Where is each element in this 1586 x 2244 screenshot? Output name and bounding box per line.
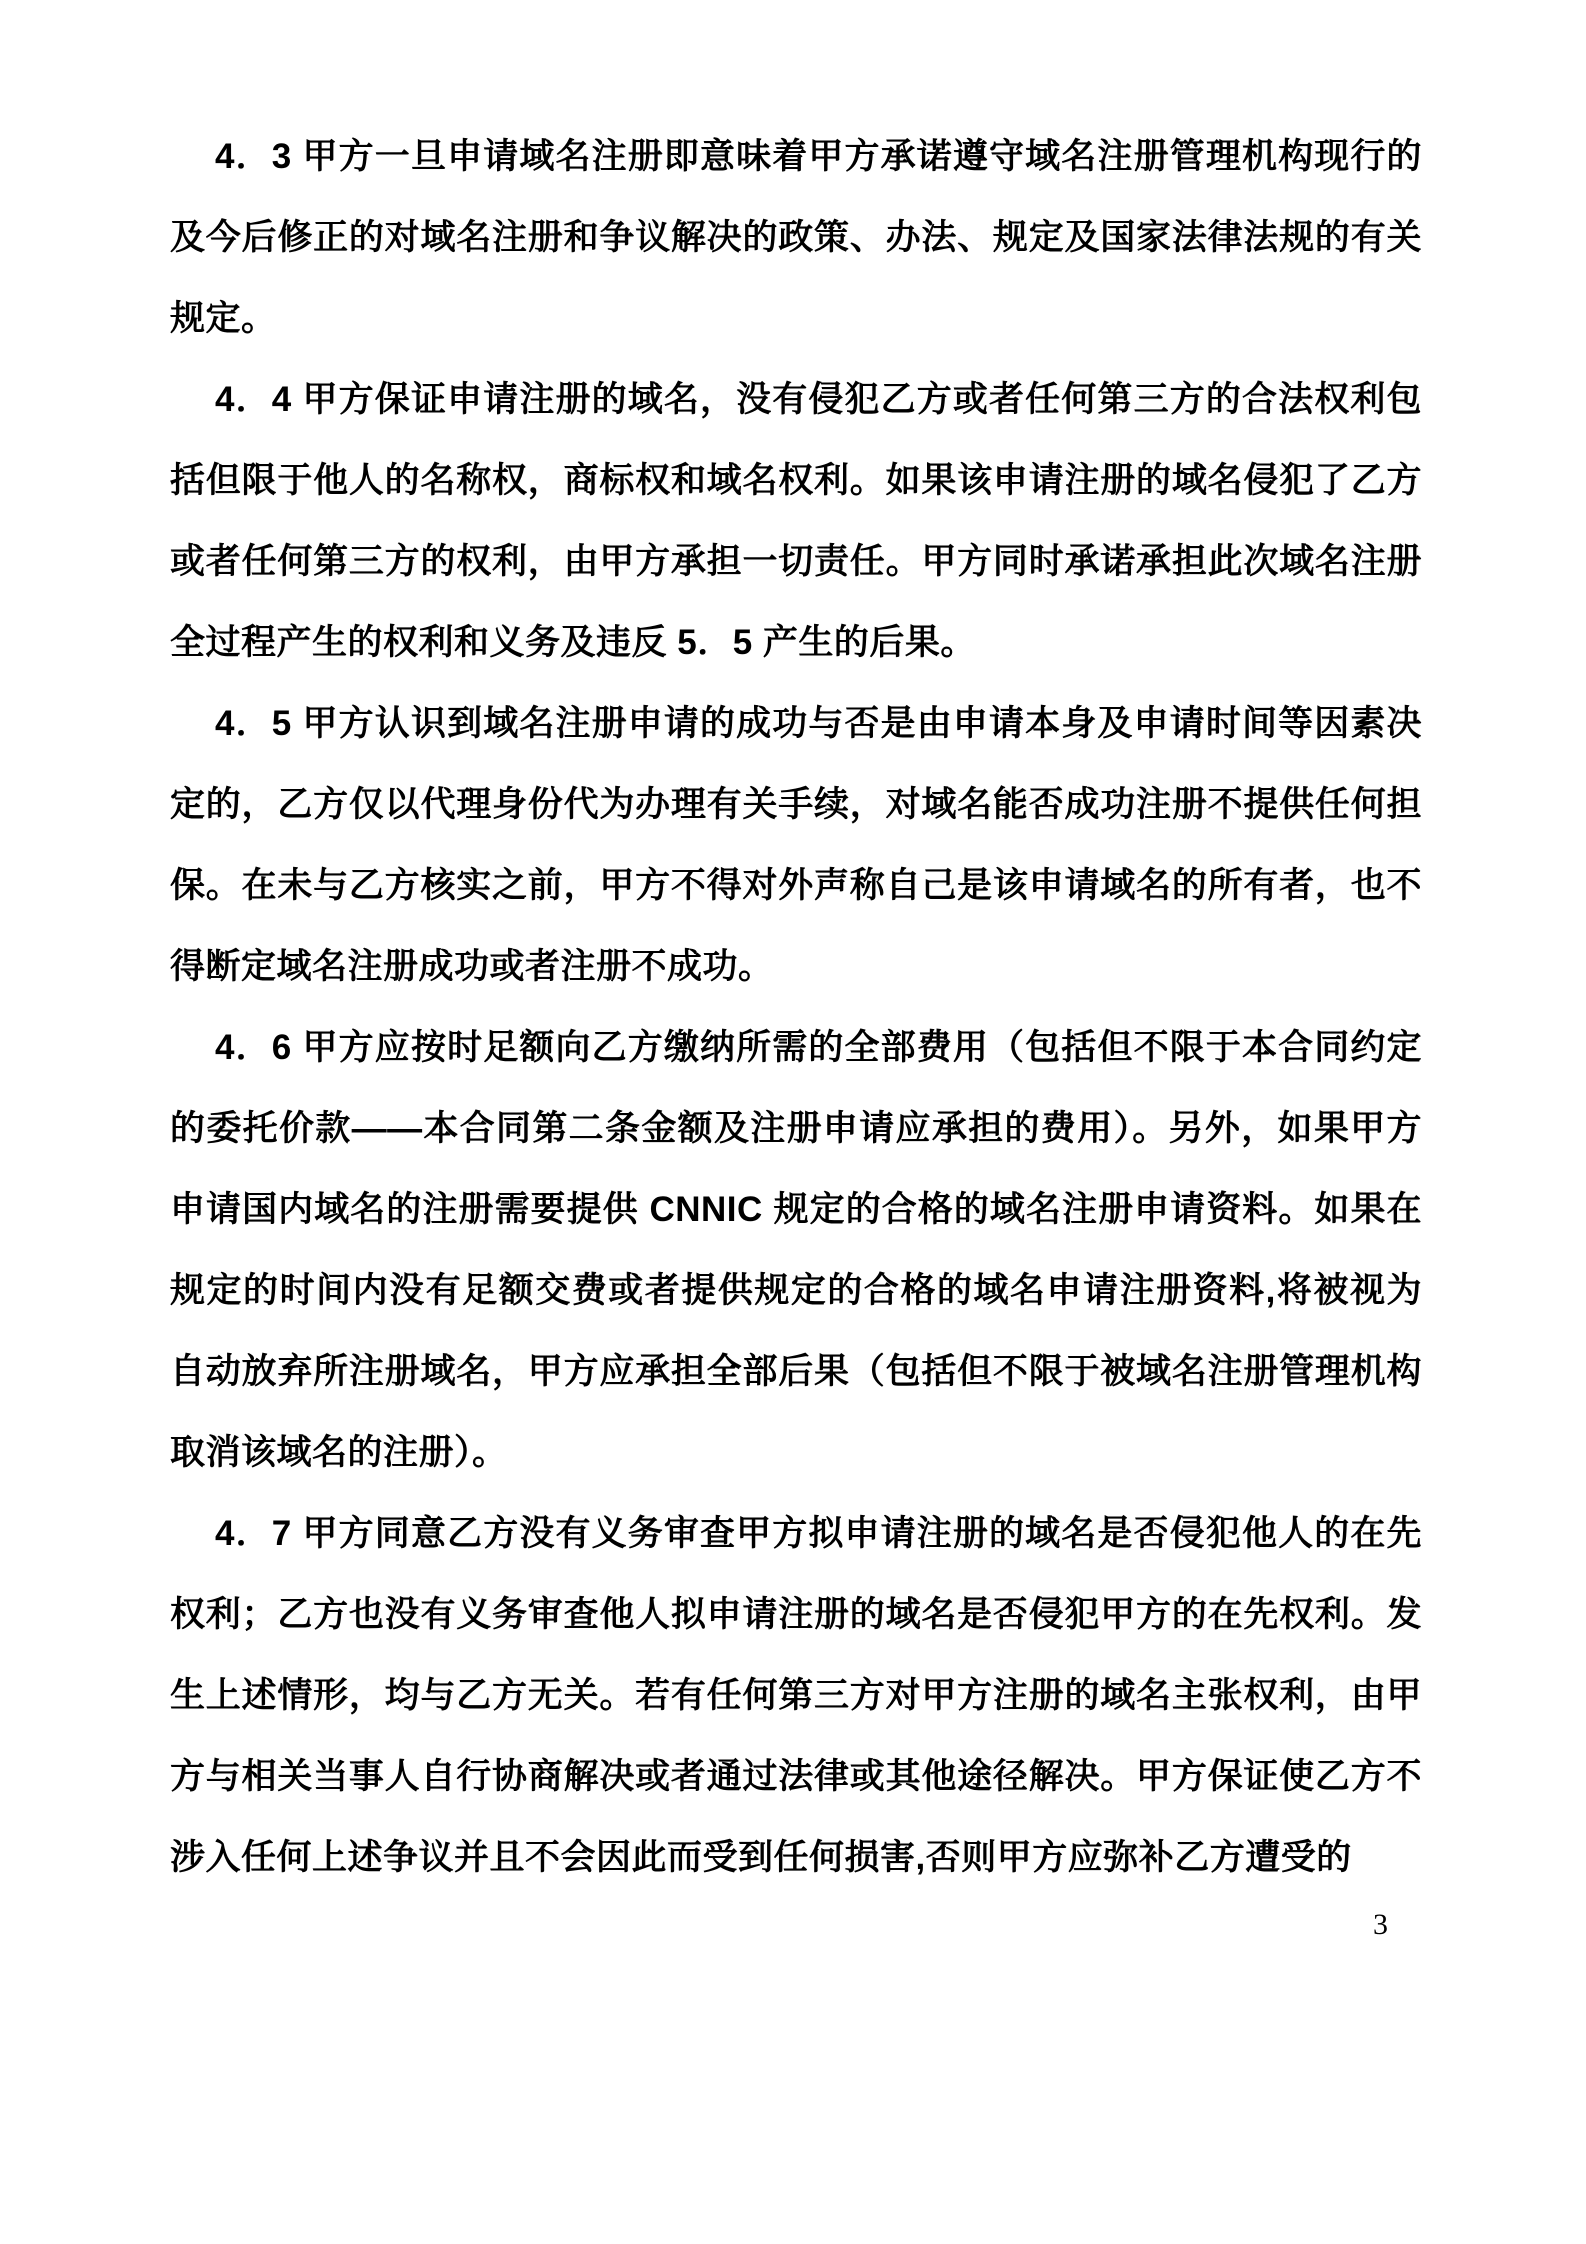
paragraph-4-5: 4．5 甲方认识到域名注册申请的成功与否是由申请本身及申请时间等因素决定的，乙方仅以代理身份代为办理有关手续，对域名能否成功注册不提供任何担保。在未与乙方核实之前，甲方不得对外声称自己是该申请域名的所有者，也不得断定域名注册成功或者注册不成功。 — [170, 704, 1422, 986]
paragraph-4-6: 4．6 甲方应按时足额向乙方缴纳所需的全部费用（包括但不限于本合同约定的委托价款——本合同第二条金额及注册申请应承担的费用）。另外，如果甲方申请国内域名的注册需要提供 CNNIC 规定的合格的域名注册申请资料。如果在规定的时间内没有足额交费或者提供规定的合格的域名申请注册资料,将被视为自动放弃所注册域名，甲方应承担全部后果（包括但不限于被域名注册管理机构取消该域名的注册）。 — [170, 1028, 1422, 1472]
page-number: 3 — [1373, 1908, 1388, 1941]
paragraph-4-4: 4．4 甲方保证申请注册的域名，没有侵犯乙方或者任何第三方的合法权利包括但限于他人的名称权，商标权和域名权利。如果该申请注册的域名侵犯了乙方或者任何第三方的权利，由甲方承担一切责任。甲方同时承诺承担此次域名注册全过程产生的权利和义务及违反 5．5 产生的后果。 — [170, 380, 1422, 662]
paragraph-4-3: 4．3 甲方一旦申请域名注册即意味着甲方承诺遵守域名注册管理机构现行的及今后修正的对域名注册和争议解决的政策、办法、规定及国家法律法规的有关规定。 — [170, 137, 1422, 338]
paragraph-4-7: 4．7 甲方同意乙方没有义务审查甲方拟申请注册的域名是否侵犯他人的在先权利；乙方也没有义务审查他人拟申请注册的域名是否侵犯甲方的在先权利。发生上述情形，均与乙方无关。若有任何第三方对甲方注册的域名主张权利，由甲方与相关当事人自行协商解决或者通过法律或其他途径解决。甲方保证使乙方不涉入任何上述争议并且不会因此而受到任何损害,否则甲方应弥补乙方遭受的 — [170, 1514, 1422, 1877]
document-body — [170, 116, 1422, 1898]
